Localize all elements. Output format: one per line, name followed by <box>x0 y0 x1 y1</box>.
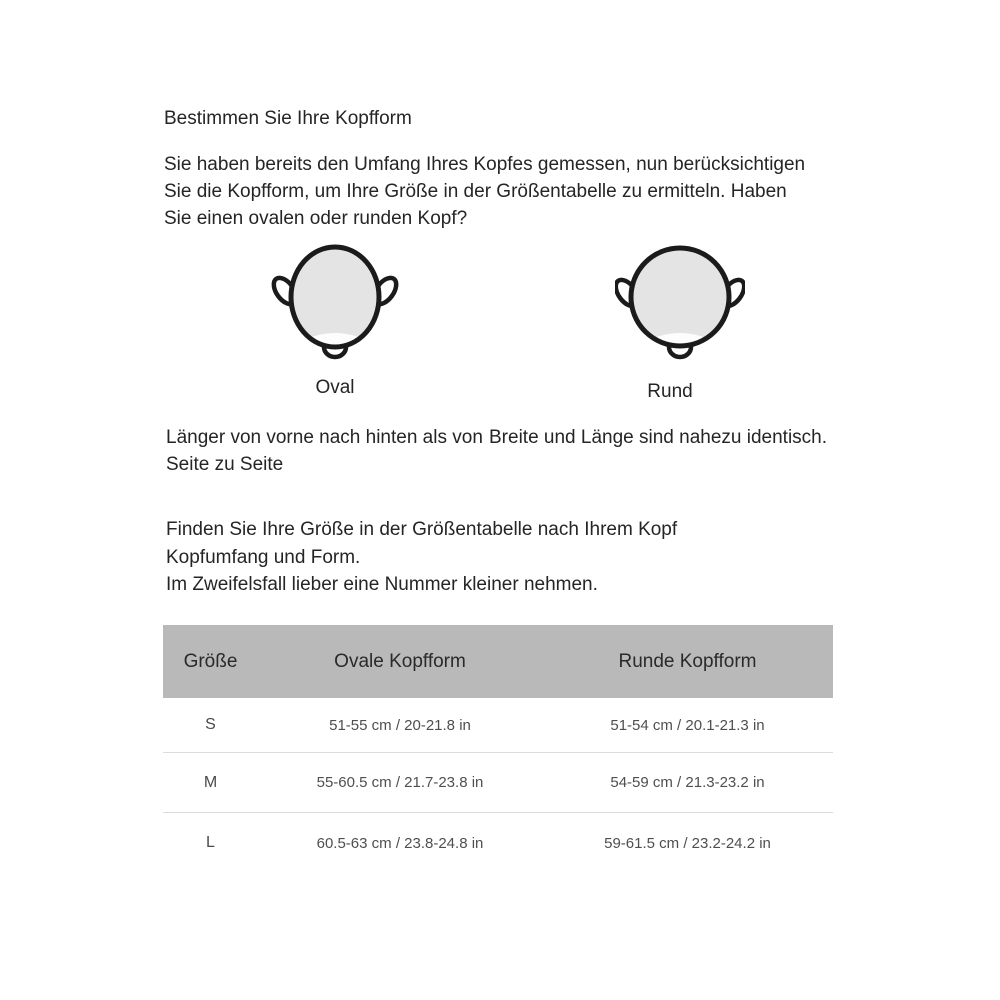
table-row <box>163 698 833 753</box>
size-cell: L <box>206 834 215 851</box>
size-table-header-row <box>163 625 833 698</box>
oval-shape-description: Länger von vorne nach hinten als von Seite zu Seite <box>166 427 483 475</box>
intro-line: Sie die Kopfform, um Ihre Größe in der Größentabelle zu ermitteln. Haben <box>164 181 787 202</box>
size-table <box>163 625 833 873</box>
size-cell: S <box>205 716 216 733</box>
table-row <box>163 753 833 813</box>
oval-head-illustration <box>270 241 400 366</box>
round-range-cell: 59-61.5 cm / 23.2-24.2 in <box>604 834 771 852</box>
round-shape-label: Rund <box>647 381 693 402</box>
column-header-oval: Ovale Kopfform <box>334 650 466 672</box>
head-shape-figure-oval <box>270 241 400 371</box>
round-shape-description: Breite und Länge sind nahezu identisch. <box>489 427 828 448</box>
round-head-illustration <box>615 245 745 367</box>
column-header-size: Größe <box>183 650 238 672</box>
size-cell: M <box>203 773 218 791</box>
intro-paragraph <box>164 151 805 232</box>
column-header-round: Runde Kopfform <box>618 650 757 672</box>
oval-range-cell: 60.5-63 cm / 23.8-24.8 in <box>316 834 484 852</box>
round-range-cell: 51-54 cm / 20.1-21.3 in <box>610 716 765 734</box>
round-range-cell: 54-59 cm / 21.3-23.2 in <box>610 774 765 791</box>
sizing-instructions: Finden Sie Ihre Größe in der Größentabelle nach Ihrem Kopf Kopfumfang und Form. Im Zweifelsfall lieber eine Nummer kleiner nehmen. <box>166 519 678 595</box>
head-shape-figure-round <box>615 245 745 372</box>
oval-shape-label: Oval <box>315 377 355 398</box>
table-row <box>163 813 833 873</box>
page-title: Bestimmen Sie Ihre Kopfform <box>164 108 412 129</box>
intro-line: Sie einen ovalen oder runden Kopf? <box>164 208 468 229</box>
oval-range-cell: 55-60.5 cm / 21.7-23.8 in <box>316 774 484 791</box>
intro-line: Sie haben bereits den Umfang Ihres Kopfes gemessen, nun berücksichtigen <box>164 154 806 175</box>
oval-range-cell: 51-55 cm / 20-21.8 in <box>329 716 471 734</box>
